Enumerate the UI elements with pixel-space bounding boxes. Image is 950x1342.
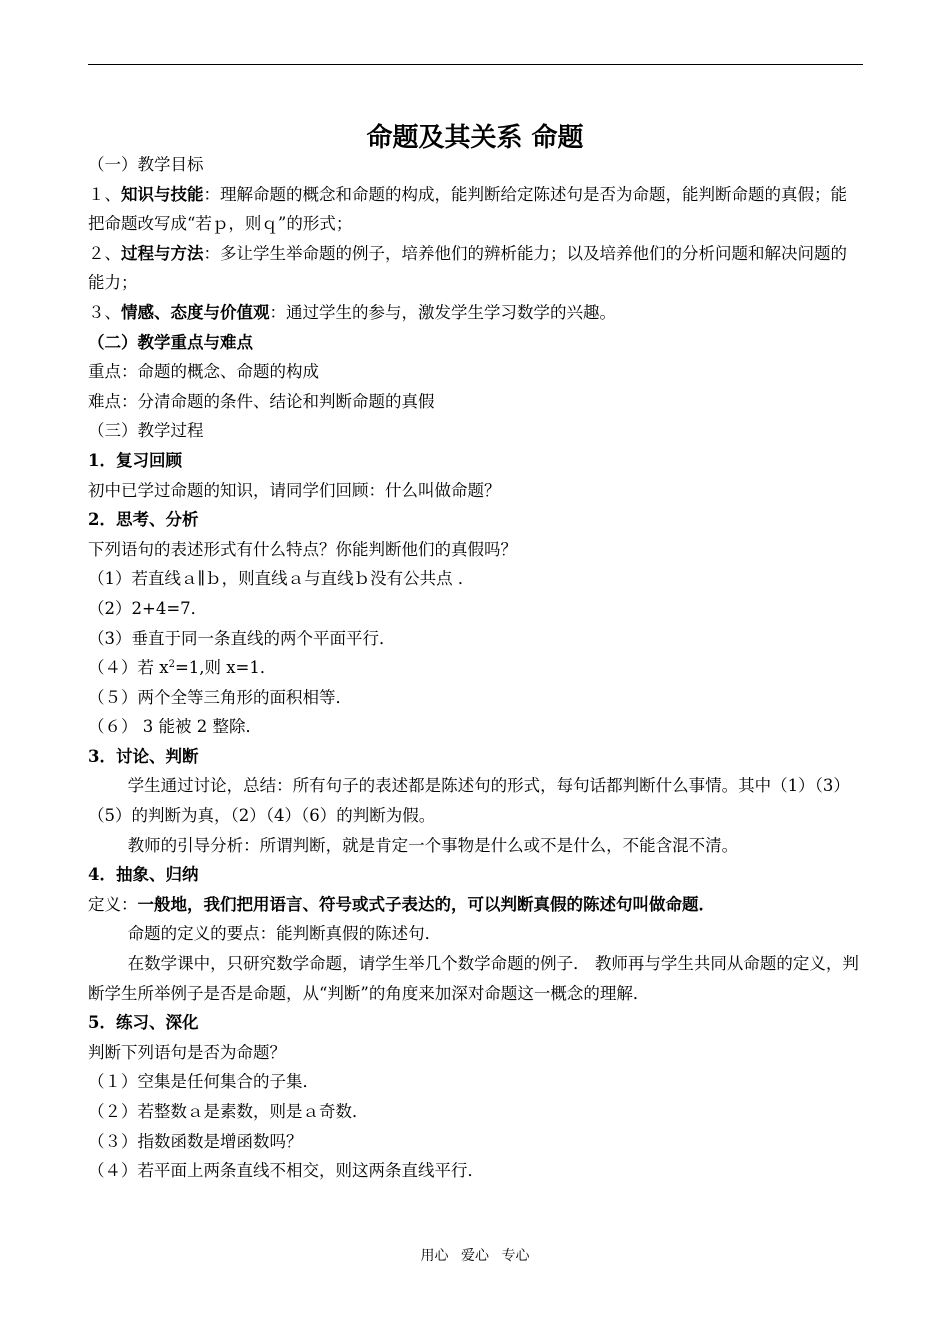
step3-heading: 3．讨论、判断 — [88, 746, 199, 766]
list-item: （６） 3 能被 2 整除． — [88, 717, 262, 737]
page-title: 命题及其关系 命题 — [366, 123, 584, 153]
step2-intro: 下列语句的表述形式有什么特点？你能判断他们的真假吗？ — [88, 539, 517, 559]
step5-heading: 5．练习、深化 — [88, 1013, 199, 1033]
step4-heading: 4．抽象、归纳 — [88, 865, 199, 885]
step4-paragraph: 命题的定义的要点：能判断真假的陈述句． — [127, 924, 442, 944]
document-body — [88, 150, 863, 1186]
goal-attitude: ３、情感、态度与价值观：通过学生的参与，激发学生学习数学的兴趣。 — [88, 302, 616, 322]
list-item: （2）2+4=7． — [88, 598, 208, 618]
definition: 定义：一般地，我们把用语言、符号或式子表达的，可以判断真假的陈述句叫做命题． — [88, 894, 715, 914]
section-heading-goals: （一）教学目标 — [88, 155, 204, 174]
step4-paragraph: 在数学课中，只研究数学命题，请学生举几个数学命题的例子． 教师再与学生共同从命题的定义，判断学生所举例子是否是命题，从“判断”的角度来加深对命题这一概念的理解． — [88, 954, 859, 1003]
list-item: （５）两个全等三角形的面积相等． — [88, 687, 352, 707]
list-item: （２）若整数ａ是素数，则是ａ奇数． — [88, 1102, 369, 1121]
page-footer: 用心 爱心 专心 — [420, 1248, 530, 1264]
step3-paragraph: 学生通过讨论，总结：所有句子的表述都是陈述句的形式，每句话都判断什么事情。其中（1）（3）（5）的判断为真，（2）（4）（6）的判断为假。 — [88, 776, 850, 826]
step1-text: 初中已学过命题的知识，请同学们回顾：什么叫做命题？ — [88, 480, 501, 500]
section-heading-key-points: （二）教学重点与难点 — [88, 332, 253, 352]
header-rule — [88, 64, 863, 65]
goal-process: ２、过程与方法：多让学生举命题的例子，培养他们的辨析能力；以及培养他们的分析问题和解决问题的能力； — [88, 243, 847, 293]
section-heading-process: （三）教学过程 — [88, 421, 204, 441]
list-item: （４）若 $x^2=1$,则 x=1． — [88, 658, 277, 678]
goal-knowledge: １、知识与技能：理解命题的概念和命题的构成，能判断给定陈述句是否为命题，能判断命题的真假；能把命题改写成“若ｐ，则ｑ”的形式； — [88, 184, 847, 234]
difficulty-point: 难点：分清命题的条件、结论和判断命题的真假 — [88, 391, 435, 411]
step2-heading: 2．思考、分析 — [88, 510, 199, 530]
key-point: 重点：命题的概念、命题的构成 — [88, 362, 319, 382]
list-item: （1）若直线ａ∥ｂ，则直线ａ与直线ｂ没有公共点 ． — [88, 569, 475, 589]
list-item: （４）若平面上两条直线不相交，则这两条直线平行． — [88, 1161, 484, 1181]
step5-intro: 判断下列语句是否为命题？ — [88, 1042, 286, 1062]
list-item: （３）指数函数是增函数吗？ — [88, 1131, 303, 1151]
step1-heading: 1．复习回顾 — [88, 450, 182, 470]
step3-paragraph: 教师的引导分析：所谓判断，就是肯定一个事物是什么或不是什么，不能含混不清。 — [127, 835, 739, 855]
list-item: （１）空集是任何集合的子集． — [88, 1072, 319, 1092]
list-item: （3）垂直于同一条直线的两个平面平行． — [88, 628, 396, 648]
